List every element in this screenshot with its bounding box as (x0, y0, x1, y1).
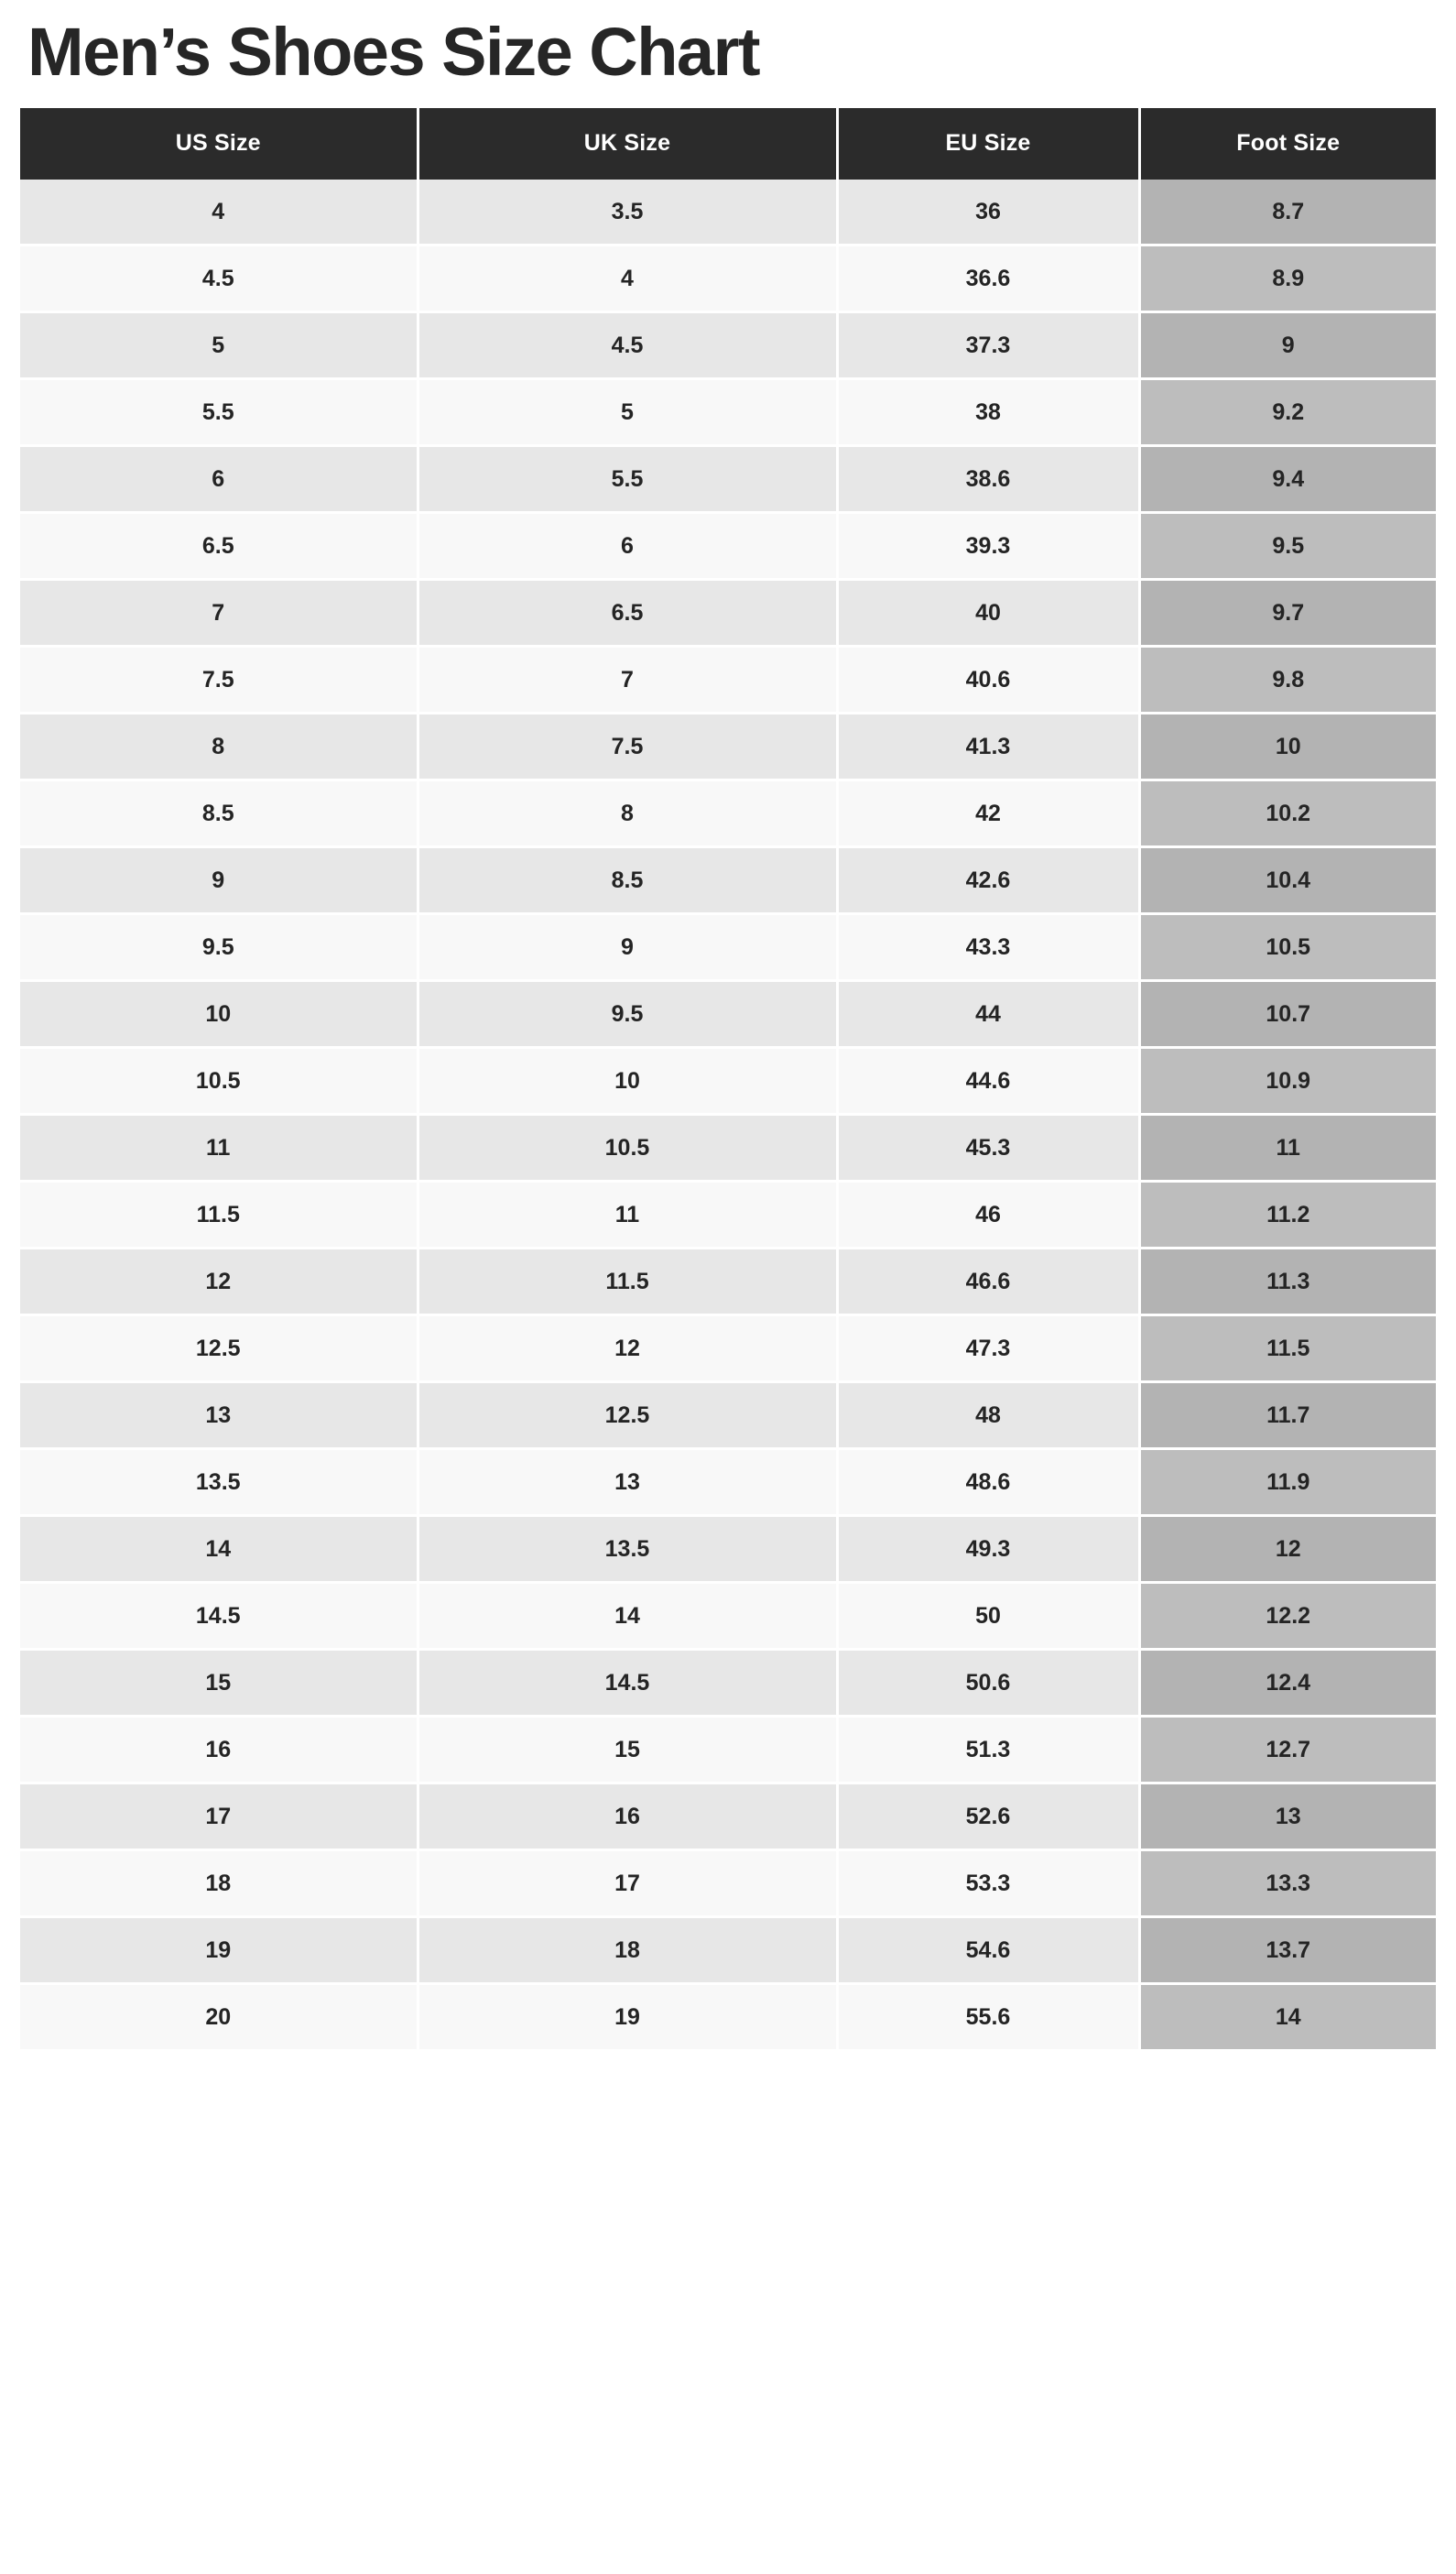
cell-uk-size: 10 (418, 1047, 837, 1114)
cell-foot-size: 9.4 (1139, 445, 1436, 512)
cell-us-size: 19 (20, 1916, 418, 1983)
cell-uk-size: 12 (418, 1314, 837, 1381)
cell-foot-size: 9 (1139, 311, 1436, 378)
cell-uk-size: 18 (418, 1916, 837, 1983)
cell-uk-size: 10.5 (418, 1114, 837, 1181)
cell-uk-size: 7.5 (418, 713, 837, 780)
cell-uk-size: 13 (418, 1448, 837, 1515)
cell-us-size: 12.5 (20, 1314, 418, 1381)
table-row (20, 846, 1436, 913)
cell-eu-size: 40.6 (837, 646, 1139, 713)
cell-eu-size: 46.6 (837, 1248, 1139, 1314)
cell-uk-size: 12.5 (418, 1381, 837, 1448)
cell-uk-size: 15 (418, 1716, 837, 1783)
cell-uk-size: 8 (418, 780, 837, 846)
cell-foot-size: 10.4 (1139, 846, 1436, 913)
cell-foot-size: 11.5 (1139, 1314, 1436, 1381)
table-row (20, 1248, 1436, 1314)
cell-us-size: 9.5 (20, 913, 418, 980)
cell-uk-size: 19 (418, 1983, 837, 2050)
cell-uk-size: 4 (418, 245, 837, 311)
table-row (20, 579, 1436, 646)
table-row (20, 1916, 1436, 1983)
cell-us-size: 11.5 (20, 1181, 418, 1248)
cell-eu-size: 50.6 (837, 1649, 1139, 1716)
cell-us-size: 10.5 (20, 1047, 418, 1114)
table-row (20, 1716, 1436, 1783)
table-row (20, 780, 1436, 846)
cell-eu-size: 46 (837, 1181, 1139, 1248)
cell-uk-size: 8.5 (418, 846, 837, 913)
cell-us-size: 8 (20, 713, 418, 780)
cell-eu-size: 41.3 (837, 713, 1139, 780)
cell-uk-size: 7 (418, 646, 837, 713)
cell-eu-size: 36 (837, 180, 1139, 245)
cell-foot-size: 12.4 (1139, 1649, 1436, 1716)
cell-foot-size: 10.9 (1139, 1047, 1436, 1114)
size-chart-page (0, 16, 1456, 2052)
table-row (20, 1181, 1436, 1248)
cell-uk-size: 5.5 (418, 445, 837, 512)
cell-eu-size: 55.6 (837, 1983, 1139, 2050)
cell-foot-size: 12.2 (1139, 1582, 1436, 1649)
cell-eu-size: 42 (837, 780, 1139, 846)
cell-foot-size: 11 (1139, 1114, 1436, 1181)
cell-eu-size: 48.6 (837, 1448, 1139, 1515)
column-header-eu-size: EU Size (837, 108, 1139, 180)
cell-us-size: 18 (20, 1849, 418, 1916)
size-chart-table (20, 108, 1436, 2052)
cell-uk-size: 9.5 (418, 980, 837, 1047)
cell-eu-size: 51.3 (837, 1716, 1139, 1783)
cell-us-size: 7 (20, 579, 418, 646)
cell-eu-size: 40 (837, 579, 1139, 646)
cell-us-size: 6 (20, 445, 418, 512)
cell-foot-size: 11.9 (1139, 1448, 1436, 1515)
cell-us-size: 11 (20, 1114, 418, 1181)
cell-foot-size: 8.7 (1139, 180, 1436, 245)
table-row (20, 1983, 1436, 2050)
cell-eu-size: 53.3 (837, 1849, 1139, 1916)
cell-us-size: 9 (20, 846, 418, 913)
table-row (20, 512, 1436, 579)
cell-eu-size: 43.3 (837, 913, 1139, 980)
table-header (20, 108, 1436, 180)
cell-us-size: 4 (20, 180, 418, 245)
cell-foot-size: 11.2 (1139, 1181, 1436, 1248)
cell-eu-size: 44.6 (837, 1047, 1139, 1114)
cell-eu-size: 45.3 (837, 1114, 1139, 1181)
cell-uk-size: 4.5 (418, 311, 837, 378)
cell-us-size: 5.5 (20, 378, 418, 445)
table-row (20, 913, 1436, 980)
cell-foot-size: 8.9 (1139, 245, 1436, 311)
cell-us-size: 13.5 (20, 1448, 418, 1515)
cell-foot-size: 10.2 (1139, 780, 1436, 846)
cell-uk-size: 14 (418, 1582, 837, 1649)
cell-foot-size: 9.7 (1139, 579, 1436, 646)
cell-us-size: 8.5 (20, 780, 418, 846)
table-body (20, 180, 1436, 2051)
cell-us-size: 6.5 (20, 512, 418, 579)
cell-foot-size: 11.7 (1139, 1381, 1436, 1448)
cell-uk-size: 11 (418, 1181, 837, 1248)
cell-eu-size: 36.6 (837, 245, 1139, 311)
table-row (20, 1849, 1436, 1916)
table-row (20, 378, 1436, 445)
cell-uk-size: 9 (418, 913, 837, 980)
cell-foot-size: 10 (1139, 713, 1436, 780)
table-row (20, 1314, 1436, 1381)
cell-foot-size: 13.7 (1139, 1916, 1436, 1983)
cell-uk-size: 6 (418, 512, 837, 579)
table-row (20, 646, 1436, 713)
cell-eu-size: 54.6 (837, 1916, 1139, 1983)
cell-uk-size: 6.5 (418, 579, 837, 646)
cell-us-size: 12 (20, 1248, 418, 1314)
cell-eu-size: 47.3 (837, 1314, 1139, 1381)
table-row (20, 1515, 1436, 1582)
cell-foot-size: 10.5 (1139, 913, 1436, 980)
cell-eu-size: 49.3 (837, 1515, 1139, 1582)
page-title: Men’s Shoes Size Chart (27, 14, 760, 90)
table-row (20, 980, 1436, 1047)
table-row (20, 1381, 1436, 1448)
table-row (20, 1649, 1436, 1716)
cell-uk-size: 11.5 (418, 1248, 837, 1314)
table-row (20, 1582, 1436, 1649)
cell-uk-size: 5 (418, 378, 837, 445)
column-header-foot-size: Foot Size (1139, 108, 1436, 180)
table-row (20, 713, 1436, 780)
cell-eu-size: 44 (837, 980, 1139, 1047)
cell-foot-size: 12.7 (1139, 1716, 1436, 1783)
table-header-row (20, 108, 1436, 180)
cell-eu-size: 38.6 (837, 445, 1139, 512)
cell-uk-size: 17 (418, 1849, 837, 1916)
cell-us-size: 7.5 (20, 646, 418, 713)
cell-foot-size: 12 (1139, 1515, 1436, 1582)
cell-us-size: 13 (20, 1381, 418, 1448)
cell-foot-size: 11.3 (1139, 1248, 1436, 1314)
cell-us-size: 15 (20, 1649, 418, 1716)
cell-foot-size: 13.3 (1139, 1849, 1436, 1916)
cell-eu-size: 48 (837, 1381, 1139, 1448)
cell-us-size: 4.5 (20, 245, 418, 311)
cell-us-size: 10 (20, 980, 418, 1047)
cell-uk-size: 3.5 (418, 180, 837, 245)
table-row (20, 445, 1436, 512)
column-header-us-size: US Size (20, 108, 418, 180)
cell-foot-size: 9.5 (1139, 512, 1436, 579)
cell-uk-size: 14.5 (418, 1649, 837, 1716)
cell-foot-size: 14 (1139, 1983, 1436, 2050)
cell-uk-size: 13.5 (418, 1515, 837, 1582)
table-row (20, 1783, 1436, 1849)
table-row (20, 1047, 1436, 1114)
cell-eu-size: 42.6 (837, 846, 1139, 913)
cell-us-size: 14.5 (20, 1582, 418, 1649)
cell-eu-size: 50 (837, 1582, 1139, 1649)
cell-us-size: 14 (20, 1515, 418, 1582)
cell-us-size: 5 (20, 311, 418, 378)
cell-us-size: 20 (20, 1983, 418, 2050)
cell-uk-size: 16 (418, 1783, 837, 1849)
table-row (20, 1448, 1436, 1515)
cell-foot-size: 13 (1139, 1783, 1436, 1849)
table-row (20, 245, 1436, 311)
cell-foot-size: 9.8 (1139, 646, 1436, 713)
cell-eu-size: 37.3 (837, 311, 1139, 378)
cell-eu-size: 39.3 (837, 512, 1139, 579)
column-header-uk-size: UK Size (418, 108, 837, 180)
table-row (20, 1114, 1436, 1181)
table-row (20, 311, 1436, 378)
cell-foot-size: 10.7 (1139, 980, 1436, 1047)
cell-eu-size: 52.6 (837, 1783, 1139, 1849)
cell-foot-size: 9.2 (1139, 378, 1436, 445)
cell-us-size: 16 (20, 1716, 418, 1783)
cell-eu-size: 38 (837, 378, 1139, 445)
table-row (20, 180, 1436, 245)
cell-us-size: 17 (20, 1783, 418, 1849)
